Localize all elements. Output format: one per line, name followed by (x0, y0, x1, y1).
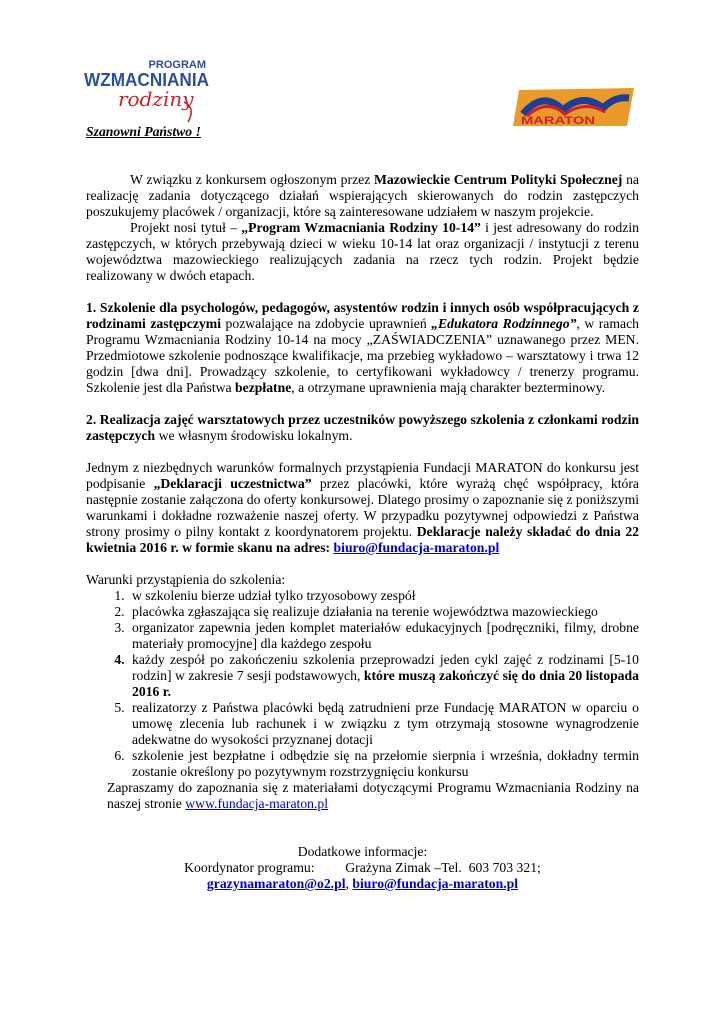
intro-paragraph (86, 172, 639, 220)
stage-1-text-2: , w ramach Programu Wzmacniania Rodziny 10-14 na mocy „ZAŚWIADCZENIA” uznawanego przez MEN. Przedmiotowe szkolenie podnoszące kwalifikacje, ma przebieg wykładowo – warsztatowy i trwa 12 godzin [dwa dni]. Prowadzący szkolenie, to certyfikowani wykładowcy / trenerzy programu. Szkolenie jest dla Państwa (86, 316, 639, 395)
declaration-email-link[interactable]: biuro@fundacja-maraton.pl (333, 540, 500, 555)
coordinator-email-link[interactable]: grazynamaraton@o2.pl (206, 876, 346, 891)
condition-item: 6. szkolenie jest bezpłatne i odbędzie się na przełomie sierpnia i września, dokładny termin zostanie określony po pozytywnym rozstrzygnięciu konkursu (128, 748, 639, 780)
stage-1-free: bezpłatne (235, 380, 292, 395)
stage-1-text-3: , a otrzymane uprawnienia mają charakter bezterminowy. (291, 380, 606, 395)
logo-wzmacniania-text: WZMACNIANIA (84, 70, 209, 90)
condition-4-deadline: które muszą zakończyć się do dnia 20 listopada 2016 r. (132, 668, 639, 699)
stage-1-paragraph (86, 300, 639, 396)
conditions-title: Warunki przystąpienia do szkolenia: (86, 572, 286, 587)
declaration-deadline: Deklaracje należy składać do dnia 22 kwietnia 2016 r. w formie skanu na adres: (86, 524, 640, 555)
stage-2-heading: 2. Realizacja zajęć warsztatowych przez uczestników powyższego szkolenia z członkami rodzin zastępczych (86, 412, 639, 443)
stage-1-text-1: pozwalające na zdobycie uprawnień (221, 316, 432, 331)
condition-item: 1. w szkoleniu bierze udział tylko trzyosobowy zespół (128, 588, 639, 604)
program-wzmacniania-rodziny-logo (84, 56, 214, 126)
maraton-logo (513, 86, 635, 128)
stage-1-educator: „Edukatora Rodzinnego” (431, 316, 577, 331)
intro-text-2: na realizację zadania dotyczącego działań wspierających skierowanych do rodzin zastępczych poszukujemy placówek / organizacji, które są zainteresowane udziałem w naszym projekcie. (86, 172, 640, 219)
website-link[interactable]: www.fundacja-maraton.pl (185, 796, 329, 811)
logo-rodziny-text: rodziny (118, 87, 194, 111)
stage-2-paragraph (86, 412, 639, 444)
footer-separator: , (345, 876, 353, 891)
footer-coordinator: Koordynator programu: Grażyna Zimak –Tel. 603 703 321; (184, 860, 541, 875)
footer-title: Dodatkowe informacje: (297, 844, 428, 859)
condition-item: 2. placówka zgłaszająca się realizuje działania na terenie województwa mazowieckiego (128, 604, 639, 620)
condition-item: 5. realizatorzy z Państwa placówki będą zatrudnieni prze Fundację MARATON w oparciu o umowę zlecenia lub rachunek i w związku z tym otrzymają stosowne wynagrodzenie adekwatne do wysokości przyznanej dotacji (128, 700, 639, 748)
project-title-paragraph (86, 220, 639, 284)
declaration-text-1: Jednym z niezbędnych warunków formalnych przystąpienia Fundacji MARATON do konkursu jest podpisanie (86, 460, 639, 491)
intro-institution: Mazowieckie Centrum Polityki Społecznej (374, 172, 623, 187)
greeting: Szanowni Państwo ! (86, 124, 201, 139)
closing-paragraph (86, 780, 639, 812)
condition-item (128, 652, 639, 700)
project-text-1: Projekt nosi tytuł – (130, 220, 242, 235)
letter-body (86, 124, 639, 892)
stage-2-text: we własnym środowisku lokalnym. (155, 428, 353, 443)
project-title: „Program Wzmacniania Rodziny 10-14” (241, 220, 481, 235)
office-email-link[interactable]: biuro@fundacja-maraton.pl (352, 876, 519, 891)
condition-item: 3. organizator zapewnia jeden komplet materiałów edukacyjnych [podręczniki, filmy, drobne materiały promocyjne] dla każdego zespołu (128, 620, 639, 652)
footer-contacts (86, 876, 639, 892)
conditions-list (86, 588, 639, 780)
closing-text: Zapraszamy do zapoznania się z materiałami dotyczącymi Programu Wzmacniania Rodziny na naszej stronie (107, 780, 639, 811)
declaration-title: „Deklaracji uczestnictwa” (153, 476, 312, 491)
declaration-paragraph (86, 460, 639, 556)
stage-1-heading: 1. Szkolenie dla psychologów, pedagogów, asystentów rodzin i innych osób współpracujących z rodzinami zastępczymi (86, 300, 639, 331)
declaration-text-2: przez placówki, które wyrażą chęć współpracy, która następnie zostanie załączona do oferty konkursowej. Dlatego prosimy o zapoznanie się z poniższymi warunkami i dokładne rozważenie naszej oferty. W przypadku pozytywnej odpowiedzi z Państwa strony prosimy o pilny kontakt z koordynatorem projektu. (86, 476, 640, 539)
logo-program-text: PROGRAM (148, 59, 206, 71)
intro-text-1: W związku z konkursem ogłoszonym przez (130, 172, 375, 187)
project-text-2: i jest adresowany do rodzin zastępczych, w których przebywają dzieci w wieku 10-14 lat oraz organizacji / instytucji z terenu województwa mazowieckiego realizujących zadania na rzecz tych rodzin. Projekt będzie realizowany w dwóch etapach. (86, 220, 639, 283)
maraton-logo-text: MARATON (521, 115, 596, 127)
condition-4-text: każdy zespół po zakończeniu szkolenia przeprowadzi jeden cykl zajęć z rodzinami [5-10 rodzin] w zakresie 7 sesji podstawowych, (132, 652, 639, 683)
